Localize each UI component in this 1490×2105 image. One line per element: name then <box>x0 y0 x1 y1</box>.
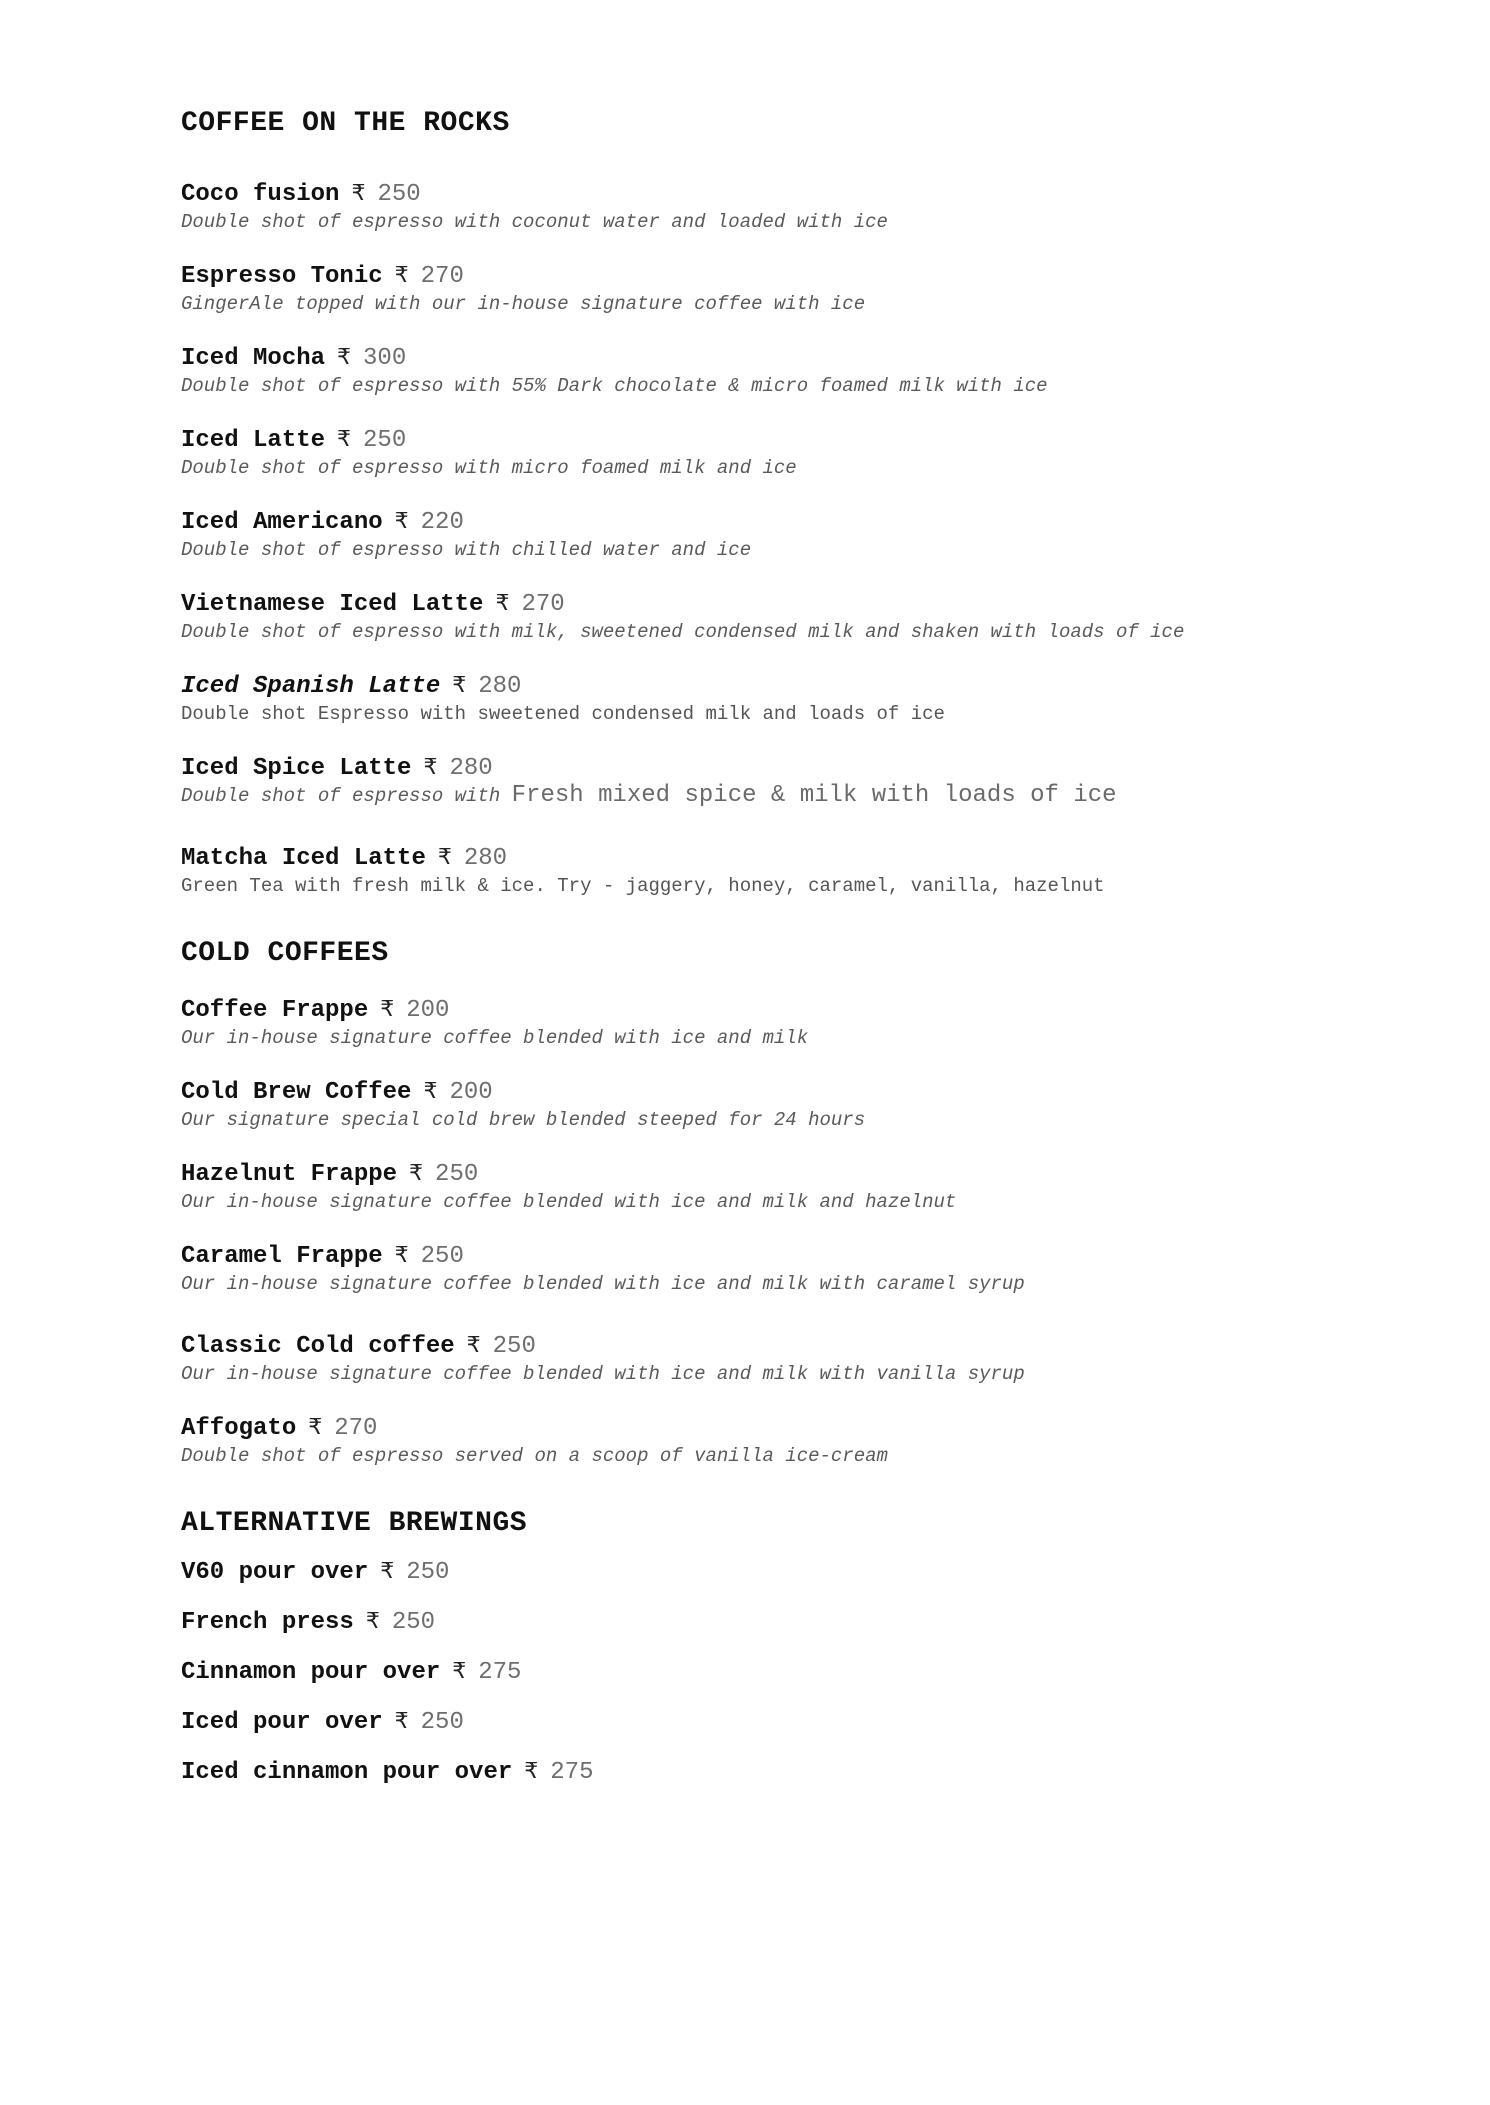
item-description: Double shot of espresso with 55% Dark chocolate & micro foamed milk with ice <box>181 375 1048 397</box>
section-alternative-brewings <box>181 1508 1381 1788</box>
item-price: 250 <box>377 181 421 208</box>
menu-item <box>181 1557 1381 1588</box>
item-description: Our in-house signature coffee blended with ice and milk and hazelnut <box>181 1191 957 1213</box>
rupee-icon: ₹ <box>394 263 409 288</box>
item-price: 250 <box>420 1709 464 1736</box>
item-price: 250 <box>363 427 407 454</box>
item-name: Vietnamese Iced Latte <box>181 591 484 618</box>
item-name: Iced Mocha <box>181 345 326 372</box>
item-description: Double shot Espresso with sweetened condensed milk and loads of ice <box>181 703 945 725</box>
item-price: 250 <box>435 1161 479 1188</box>
item-name: Coffee Frappe <box>181 997 369 1024</box>
item-price: 250 <box>492 1333 536 1360</box>
menu-item <box>181 1607 1381 1638</box>
menu-item <box>181 753 1381 808</box>
item-description: Double shot of espresso served on a scoop of vanilla ice-cream <box>181 1445 888 1467</box>
menu-page <box>181 108 1381 1807</box>
menu-item <box>181 1413 1381 1468</box>
menu-item <box>181 1159 1381 1214</box>
item-description: Our in-house signature coffee blended with ice and milk <box>181 1027 809 1049</box>
item-description: GingerAle topped with our in-house signature coffee with ice <box>181 293 866 315</box>
menu-item <box>181 179 1381 234</box>
item-name: Cinnamon pour over <box>181 1659 441 1686</box>
menu-item <box>181 671 1381 726</box>
item-name: Iced Americano <box>181 509 383 536</box>
item-price: 280 <box>449 755 493 782</box>
menu-item <box>181 1077 1381 1132</box>
item-description: Double shot of espresso with coconut water and loaded with ice <box>181 211 888 233</box>
item-name: Classic Cold coffee <box>181 1333 455 1360</box>
menu-item <box>181 1331 1381 1386</box>
rupee-icon: ₹ <box>365 1609 380 1634</box>
section-title: COFFEE ON THE ROCKS <box>181 108 510 139</box>
menu-item <box>181 1707 1381 1738</box>
item-price: 280 <box>463 845 508 872</box>
rupee-icon: ₹ <box>466 1333 481 1358</box>
item-description: Double shot of espresso with chilled water and ice <box>181 539 752 561</box>
item-description: Our signature special cold brew blended steeped for 24 hours <box>181 1109 866 1131</box>
item-name: Affogato <box>181 1415 297 1442</box>
menu-item <box>181 589 1381 644</box>
rupee-icon: ₹ <box>409 1161 424 1186</box>
item-name: Iced Spanish Latte <box>181 673 441 700</box>
item-price: 270 <box>420 263 464 290</box>
item-price: 300 <box>363 345 407 372</box>
section-title: COLD COFFEES <box>181 938 389 969</box>
item-price: 200 <box>449 1079 493 1106</box>
rupee-icon: ₹ <box>394 1243 409 1268</box>
rupee-icon: ₹ <box>394 1709 409 1734</box>
item-name: Iced Latte <box>181 427 326 454</box>
item-price: 250 <box>391 1609 436 1636</box>
rupee-icon: ₹ <box>394 509 409 534</box>
item-description-part: Fresh mixed spice & milk with loads of ice <box>511 782 1117 809</box>
item-price: 280 <box>478 673 522 700</box>
menu-item <box>181 1657 1381 1688</box>
rupee-icon: ₹ <box>308 1415 323 1440</box>
menu-item <box>181 261 1381 316</box>
menu-item <box>181 1757 1381 1788</box>
rupee-icon: ₹ <box>351 181 366 206</box>
section-title: ALTERNATIVE BREWINGS <box>181 1508 528 1539</box>
rupee-icon: ₹ <box>337 345 352 370</box>
item-price: 270 <box>334 1415 378 1442</box>
menu-item <box>181 507 1381 562</box>
item-description <box>181 784 1381 808</box>
menu-item <box>181 1241 1381 1296</box>
item-price: 220 <box>420 509 464 536</box>
rupee-icon: ₹ <box>452 673 467 698</box>
rupee-icon: ₹ <box>452 1659 467 1684</box>
item-name: V60 pour over <box>181 1559 369 1586</box>
section-cold-coffees <box>181 938 1381 1468</box>
rupee-icon: ₹ <box>524 1759 539 1784</box>
item-description: Double shot of espresso with micro foamed milk and ice <box>181 457 797 479</box>
item-price: 250 <box>406 1559 450 1586</box>
rupee-icon: ₹ <box>495 591 510 616</box>
rupee-icon: ₹ <box>380 997 395 1022</box>
item-price: 275 <box>478 1659 522 1686</box>
item-name: Iced Spice Latte <box>181 755 412 782</box>
rupee-icon: ₹ <box>437 845 452 870</box>
menu-item <box>181 995 1381 1050</box>
item-description: Our in-house signature coffee blended with ice and milk with vanilla syrup <box>181 1363 1025 1385</box>
item-name: Matcha Iced Latte <box>181 845 426 872</box>
rupee-icon: ₹ <box>423 755 438 780</box>
item-name: French press <box>181 1609 354 1636</box>
item-description: Our in-house signature coffee blended with ice and milk with caramel syrup <box>181 1273 1025 1295</box>
item-name: Iced cinnamon pour over <box>181 1759 513 1786</box>
menu-item <box>181 425 1381 480</box>
section-coffee-on-the-rocks <box>181 108 1381 898</box>
item-name: Caramel Frappe <box>181 1243 383 1270</box>
item-price: 275 <box>550 1759 594 1786</box>
item-description: Green Tea with fresh milk & ice. Try - jaggery, honey, caramel, vanilla, hazelnut <box>181 875 1105 897</box>
item-name: Iced pour over <box>181 1709 383 1736</box>
rupee-icon: ₹ <box>423 1079 438 1104</box>
rupee-icon: ₹ <box>380 1559 395 1584</box>
item-name: Cold Brew Coffee <box>181 1079 412 1106</box>
item-name: Espresso Tonic <box>181 263 383 290</box>
item-name: Hazelnut Frappe <box>181 1161 398 1188</box>
menu-item <box>181 843 1381 898</box>
rupee-icon: ₹ <box>337 427 352 452</box>
item-price: 270 <box>521 591 565 618</box>
menu-item <box>181 343 1381 398</box>
item-price: 250 <box>420 1243 464 1270</box>
item-description-part: Double shot of espresso with <box>181 785 512 807</box>
item-description: Double shot of espresso with milk, sweetened condensed milk and shaken with loads of ice <box>181 621 1185 643</box>
item-name: Coco fusion <box>181 181 340 208</box>
item-price: 200 <box>406 997 450 1024</box>
